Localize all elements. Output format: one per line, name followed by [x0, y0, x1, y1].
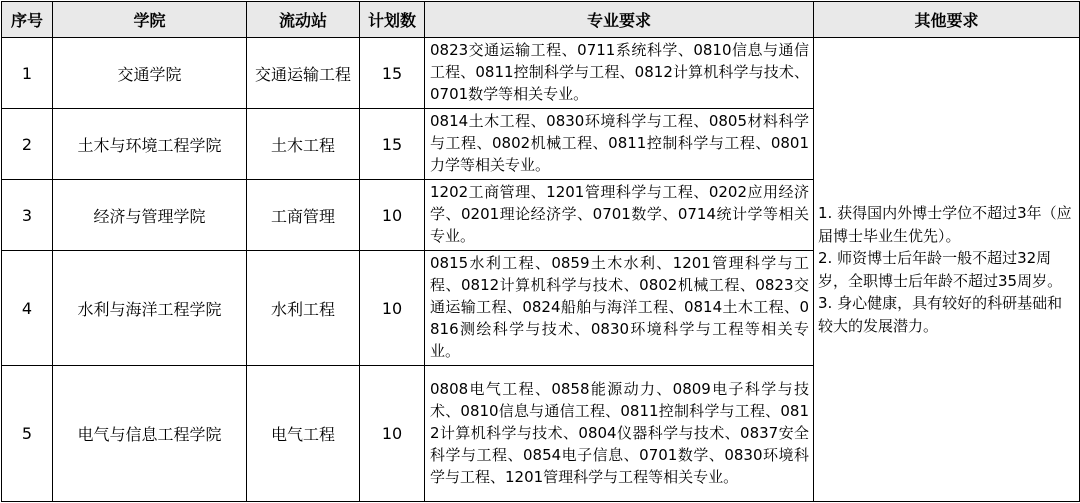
- row-no: 1: [2, 38, 53, 109]
- row-major-requirements: 0823交通运输工程、0711系统科学、0810信息与通信工程、0811控制科学与工程、0812计算机科学与技术、0701数学等相关专业。: [425, 38, 814, 109]
- header-plan: 计划数: [360, 2, 425, 38]
- row-plan: 10: [360, 251, 425, 366]
- header-other: 其他要求: [814, 2, 1080, 38]
- row-college: 电气与信息工程学院: [53, 366, 247, 502]
- header-college: 学院: [53, 2, 247, 38]
- row-station: 交通运输工程: [247, 38, 360, 109]
- row-major-requirements: 0814土木工程、0830环境科学与工程、0805材料科学与工程、0802机械工程、0811控制科学与工程、0801力学等相关专业。: [425, 109, 814, 180]
- row-station: 电气工程: [247, 366, 360, 502]
- row-station: 工商管理: [247, 180, 360, 251]
- row-college: 水利与海洋工程学院: [53, 251, 247, 366]
- other-requirements-cell: [814, 38, 1080, 502]
- other-requirement-item: 3. 身心健康，具有较好的科研基础和较大的发展潜力。: [818, 294, 1063, 335]
- row-no: 2: [2, 109, 53, 180]
- row-station: 水利工程: [247, 251, 360, 366]
- row-plan: 10: [360, 366, 425, 502]
- header-station: 流动站: [247, 2, 360, 38]
- row-major-requirements: 0815水利工程、0859土木水利、1201管理科学与工程、0812计算机科学与技术、0802机械工程、0823交通运输工程、0824船舶与海洋工程、0814土木工程、0816测绘科学与技术、0830环境科学与工程等相关专业。: [425, 251, 814, 366]
- header-major: 专业要求: [425, 2, 814, 38]
- recruitment-table: [1, 1, 1080, 502]
- row-college: 交通学院: [53, 38, 247, 109]
- row-station: 土木工程: [247, 109, 360, 180]
- row-plan: 10: [360, 180, 425, 251]
- row-no: 4: [2, 251, 53, 366]
- row-major-requirements: 0808电气工程、0858能源动力、0809电子科学与技术、0810信息与通信工程、0811控制科学与工程、0812计算机科学与技术、0804仪器科学与技术、0837安全科学与工程、0854电子信息、0701数学、0830环境科学与工程、1201管理科学与工程等相关专业。: [425, 366, 814, 502]
- table-row: [2, 38, 1080, 109]
- row-college: 土木与环境工程学院: [53, 109, 247, 180]
- row-plan: 15: [360, 38, 425, 109]
- row-no: 5: [2, 366, 53, 502]
- other-requirement-item: 2. 师资博士后年龄一般不超过32周岁，全职博士后年龄不超过35周岁。: [818, 249, 1063, 290]
- other-requirement-item: 1. 获得国内外博士学位不超过3年（应届博士毕业生优先）。: [818, 204, 1072, 245]
- row-plan: 15: [360, 109, 425, 180]
- table-header-row: [2, 2, 1080, 38]
- header-no: 序号: [2, 2, 53, 38]
- row-major-requirements: 1202工商管理、1201管理科学与工程、0202应用经济学、0201理论经济学、0701数学、0714统计学等相关专业。: [425, 180, 814, 251]
- row-college: 经济与管理学院: [53, 180, 247, 251]
- row-no: 3: [2, 180, 53, 251]
